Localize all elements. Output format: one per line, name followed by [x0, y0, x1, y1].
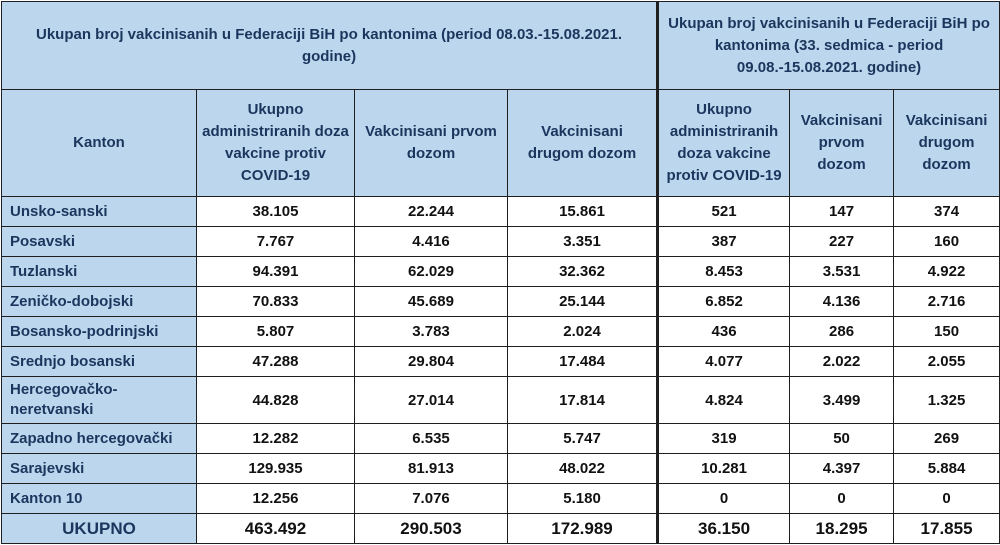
kanton-name-cell: Bosansko-podrinjski	[2, 317, 197, 347]
column-header-week-first-dose: Vakcinisani prvom dozom	[790, 90, 894, 197]
kanton-name-cell: Posavski	[2, 227, 197, 257]
value-cell-v2: 6.535	[355, 424, 508, 454]
value-cell-v1: 5.807	[197, 317, 355, 347]
value-cell-v3: 17.814	[508, 377, 658, 424]
value-cell-v1: 38.105	[197, 197, 355, 227]
value-cell-v2: 22.244	[355, 197, 508, 227]
value-cell-v3: 17.484	[508, 347, 658, 377]
value-cell-v2: 4.416	[355, 227, 508, 257]
value-cell-w2: 4.397	[790, 454, 894, 484]
value-cell-w1: 4.824	[658, 377, 790, 424]
value-cell-v2: 81.913	[355, 454, 508, 484]
value-cell-w2: 286	[790, 317, 894, 347]
value-cell-w3: 374	[894, 197, 1000, 227]
title-row	[2, 2, 1000, 90]
column-header-row	[2, 90, 1000, 197]
value-cell-w1: 521	[658, 197, 790, 227]
value-cell-v2: 29.804	[355, 347, 508, 377]
total-v1: 463.492	[197, 514, 355, 544]
table-row	[2, 317, 1000, 347]
left-title: Ukupan broj vakcinisanih u Federaciji BiH po kantonima (period 08.03.-15.08.2021. godine)	[2, 2, 658, 90]
table-row	[2, 377, 1000, 424]
column-header-second-dose: Vakcinisani drugom dozom	[508, 90, 658, 197]
right-title: Ukupan broj vakcinisanih u Federaciji BiH po kantonima (33. sedmica - period 09.08.-15.08.2021. godine)	[658, 2, 1000, 90]
value-cell-w3: 2.055	[894, 347, 1000, 377]
total-v3: 172.989	[508, 514, 658, 544]
value-cell-v1: 7.767	[197, 227, 355, 257]
value-cell-w2: 4.136	[790, 287, 894, 317]
column-header-week-second-dose: Vakcinisani drugom dozom	[894, 90, 1000, 197]
value-cell-v1: 47.288	[197, 347, 355, 377]
value-cell-w1: 436	[658, 317, 790, 347]
value-cell-w1: 8.453	[658, 257, 790, 287]
table-row	[2, 287, 1000, 317]
total-label: UKUPNO	[2, 514, 197, 544]
table-row	[2, 257, 1000, 287]
total-w2: 18.295	[790, 514, 894, 544]
value-cell-v3: 5.180	[508, 484, 658, 514]
value-cell-v3: 32.362	[508, 257, 658, 287]
value-cell-w2: 50	[790, 424, 894, 454]
value-cell-w3: 1.325	[894, 377, 1000, 424]
value-cell-w3: 4.922	[894, 257, 1000, 287]
table-row	[2, 227, 1000, 257]
value-cell-w2: 227	[790, 227, 894, 257]
total-row	[2, 514, 1000, 544]
value-cell-w1: 0	[658, 484, 790, 514]
value-cell-w1: 4.077	[658, 347, 790, 377]
value-cell-w3: 150	[894, 317, 1000, 347]
value-cell-w2: 147	[790, 197, 894, 227]
value-cell-w1: 6.852	[658, 287, 790, 317]
value-cell-w2: 0	[790, 484, 894, 514]
table-row	[2, 424, 1000, 454]
value-cell-v3: 15.861	[508, 197, 658, 227]
value-cell-v1: 12.256	[197, 484, 355, 514]
value-cell-v2: 45.689	[355, 287, 508, 317]
value-cell-w1: 387	[658, 227, 790, 257]
kanton-name-cell: Zapadno hercegovački	[2, 424, 197, 454]
column-header-first-dose: Vakcinisani prvom dozom	[355, 90, 508, 197]
table-row	[2, 347, 1000, 377]
total-w1: 36.150	[658, 514, 790, 544]
kanton-name-cell: Tuzlanski	[2, 257, 197, 287]
kanton-name-cell: Unsko-sanski	[2, 197, 197, 227]
table-row	[2, 197, 1000, 227]
value-cell-w3: 160	[894, 227, 1000, 257]
total-w3: 17.855	[894, 514, 1000, 544]
column-header-kanton: Kanton	[2, 90, 197, 197]
value-cell-v1: 129.935	[197, 454, 355, 484]
kanton-name-cell: Srednjo bosanski	[2, 347, 197, 377]
value-cell-v2: 27.014	[355, 377, 508, 424]
column-header-week-total-doses: Ukupno administriranih doza vakcine protiv COVID-19	[658, 90, 790, 197]
value-cell-w2: 3.531	[790, 257, 894, 287]
value-cell-v2: 7.076	[355, 484, 508, 514]
value-cell-w1: 10.281	[658, 454, 790, 484]
value-cell-v1: 44.828	[197, 377, 355, 424]
table-row	[2, 484, 1000, 514]
value-cell-w3: 5.884	[894, 454, 1000, 484]
value-cell-w3: 269	[894, 424, 1000, 454]
value-cell-v1: 94.391	[197, 257, 355, 287]
table-row	[2, 454, 1000, 484]
column-header-total-doses: Ukupno administriranih doza vakcine protiv COVID-19	[197, 90, 355, 197]
value-cell-w3: 0	[894, 484, 1000, 514]
value-cell-v3: 5.747	[508, 424, 658, 454]
table-body	[2, 197, 1000, 514]
kanton-name-cell: Sarajevski	[2, 454, 197, 484]
value-cell-v3: 48.022	[508, 454, 658, 484]
value-cell-v2: 62.029	[355, 257, 508, 287]
value-cell-v1: 70.833	[197, 287, 355, 317]
value-cell-v3: 3.351	[508, 227, 658, 257]
kanton-name-cell: Hercegovačko-neretvanski	[2, 377, 197, 424]
value-cell-v3: 25.144	[508, 287, 658, 317]
kanton-name-cell: Zeničko-dobojski	[2, 287, 197, 317]
value-cell-v2: 3.783	[355, 317, 508, 347]
value-cell-v1: 12.282	[197, 424, 355, 454]
value-cell-w2: 2.022	[790, 347, 894, 377]
value-cell-w1: 319	[658, 424, 790, 454]
value-cell-w2: 3.499	[790, 377, 894, 424]
value-cell-w3: 2.716	[894, 287, 1000, 317]
vaccination-table	[1, 1, 1000, 544]
kanton-name-cell: Kanton 10	[2, 484, 197, 514]
total-v2: 290.503	[355, 514, 508, 544]
value-cell-v3: 2.024	[508, 317, 658, 347]
